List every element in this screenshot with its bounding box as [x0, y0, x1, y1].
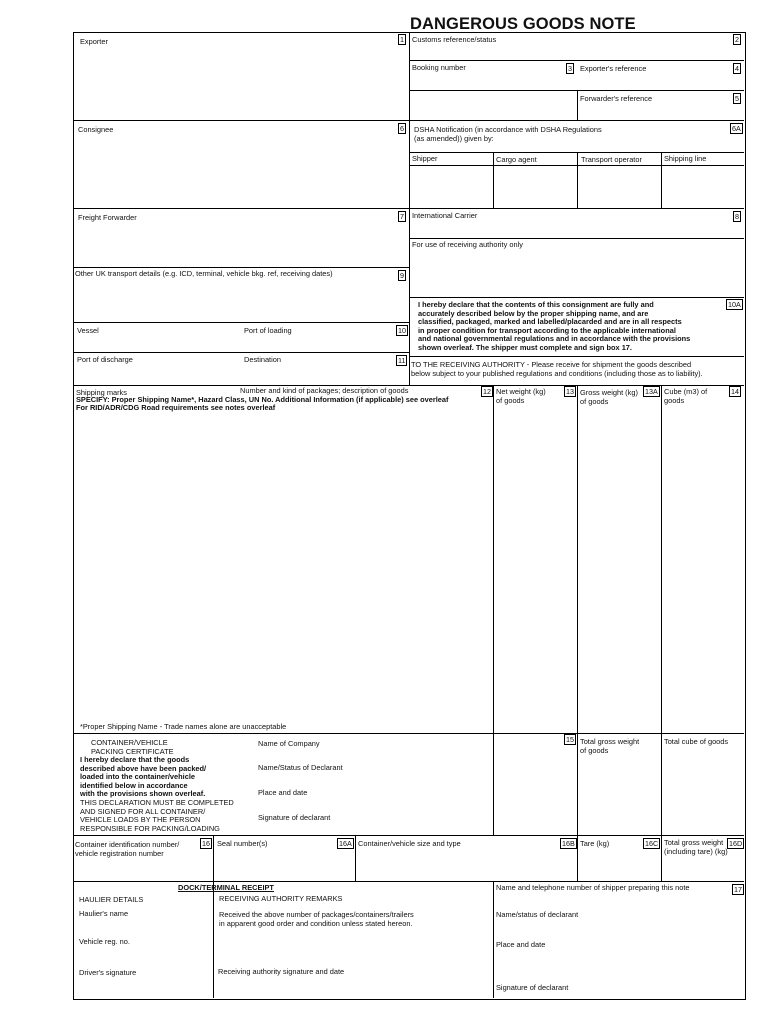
dock-terminal-receipt-heading: DOCK/TERMINAL RECEIPT [178, 883, 274, 892]
port-of-loading-label: Port of loading [244, 326, 292, 335]
destination-label: Destination [244, 355, 281, 364]
box-number-7: 7 [400, 212, 404, 221]
box-number-17: 17 [734, 885, 742, 894]
box-number-16c: 16C [645, 839, 659, 848]
container-declaration: I hereby declare that the goods described above have been packed/ loaded into the container/vehicle identified below in accordance with the provisions shown overleaf. [80, 755, 207, 799]
box-number-11: 11 [398, 356, 406, 365]
drivers-signature-label: Driver's signature [79, 968, 137, 977]
box-number-3: 3 [568, 64, 572, 73]
box-number-6: 6 [400, 124, 404, 133]
cube-label: Cube (m3) of goods [664, 387, 708, 405]
box-number-10: 10 [398, 326, 406, 335]
port-of-discharge-label: Port of discharge [77, 355, 133, 364]
international-carrier-label: International Carrier [412, 211, 478, 220]
shipper-name-phone-label: Name and telephone number of shipper preparing this note [496, 883, 690, 892]
total-cube-label: Total cube of goods [664, 737, 729, 746]
box-number-4: 4 [735, 64, 739, 73]
box-number-14: 14 [731, 387, 739, 396]
box-number-16a: 16A [339, 839, 352, 848]
box-number-1: 1 [400, 35, 404, 44]
shipping-marks-label: Shipping marks [76, 388, 127, 397]
receiving-authority-signature-label: Receiving authority signature and date [218, 967, 345, 976]
booking-number-label: Booking number [412, 63, 466, 72]
proper-shipping-name-note: *Proper Shipping Name - Trade names alone are unacceptable [80, 722, 287, 731]
freight-forwarder-label: Freight Forwarder [78, 213, 137, 222]
specify-instruction: SPECIFY: Proper Shipping Name*, Hazard Class, UN No. Additional Information (if applicable) see overleaf [76, 395, 449, 404]
cargo-agent-label: Cargo agent [496, 155, 537, 164]
box-number-10a: 10A [728, 300, 741, 309]
name-status-declarant-17-label: Name/status of declarant [496, 910, 579, 919]
customs-ref-label: Customs reference/status [412, 35, 497, 44]
receiving-remarks-heading: RECEIVING AUTHORITY REMARKS [219, 894, 343, 903]
container-id-label: Container identification number/ vehicle registration number [75, 840, 180, 858]
box-number-16b: 16B [562, 839, 575, 848]
declaration-10a: I hereby declare that the contents of this consignment are fully and accurately described below by the proper shipping name, and are classified, packaged, marked and labelled/placarded and are in all respects in proper condition for transport according to the applicable international and national governmental regulations and in accordance with the provisions shown overleaf. The shipper must complete and sign box 17. [418, 300, 691, 352]
forwarders-ref-label: Forwarder's reference [580, 94, 653, 103]
document-title: DANGEROUS GOODS NOTE [410, 15, 636, 33]
net-weight-label: Net weight (kg) of goods [496, 387, 546, 405]
total-gross-incl-tare-label: Total gross weight (including tare) (kg) [664, 838, 728, 856]
received-statement: Received the above number of packages/containers/trailers in apparent good order and condition unless stated hereon. [219, 910, 414, 928]
box-number-12: 12 [483, 387, 491, 396]
other-uk-transport-label: Other UK transport details (e.g. ICD, terminal, vehicle bkg. ref, receiving dates) [75, 269, 333, 278]
name-status-declarant-label: Name/Status of Declarant [258, 763, 343, 772]
to-receiving-authority: TO THE RECEIVING AUTHORITY - Please receive for shipment the goods described below subject to your published regulations and conditions (including those as to liability). [411, 360, 703, 378]
vessel-label: Vessel [77, 326, 99, 335]
vehicle-reg-label: Vehicle reg. no. [79, 937, 130, 946]
box-number-13a: 13A [645, 387, 658, 396]
tare-label: Tare (kg) [580, 839, 610, 848]
container-packing-certificate: CONTAINER/VEHICLE PACKING CERTIFICATE [91, 738, 174, 756]
shipping-line-label: Shipping line [664, 154, 707, 163]
box-number-15: 15 [566, 735, 574, 744]
gross-weight-label: Gross weight (kg) of goods [580, 388, 638, 406]
total-gross-weight-label: Total gross weight of goods [580, 737, 640, 755]
box-number-5: 5 [735, 94, 739, 103]
box-number-16: 16 [202, 839, 210, 848]
name-of-company-label: Name of Company [258, 739, 320, 748]
dsha-notification-label: DSHA Notification (in accordance with DSHA Regulations [414, 125, 602, 134]
haulier-details-heading: HAULIER DETAILS [79, 895, 144, 904]
place-and-date-label: Place and date [258, 788, 308, 797]
receiving-authority-use-label: For use of receiving authority only [412, 240, 523, 249]
transport-operator-label: Transport operator [581, 155, 642, 164]
rid-adr-note: For RID/ADR/CDG Road requirements see notes overleaf [76, 403, 276, 412]
container-declaration-requirement: THIS DECLARATION MUST BE COMPLETED AND SIGNED FOR ALL CONTAINER/ VEHICLE LOADS BY THE PERSON RESPONSIBLE FOR PACKING/LOADING [80, 798, 234, 833]
signature-of-declarant-label: Signature of declarant [258, 813, 331, 822]
box-number-13: 13 [566, 387, 574, 396]
box-number-16d: 16D [729, 839, 743, 848]
exporters-ref-label: Exporter's reference [580, 64, 647, 73]
consignee-label: Consignee [78, 125, 114, 134]
signature-declarant-17-label: Signature of declarant [496, 983, 569, 992]
hauliers-name-label: Haulier's name [79, 909, 129, 918]
box-number-8: 8 [735, 212, 739, 221]
exporter-label: Exporter [80, 37, 108, 46]
dsha-notification-label-2: (as amended)) given by: [414, 134, 494, 143]
box-number-2: 2 [735, 35, 739, 44]
box-number-9: 9 [400, 271, 404, 280]
shipper-label: Shipper [412, 154, 438, 163]
place-and-date-17-label: Place and date [496, 940, 546, 949]
box-number-6a: 6A [732, 124, 741, 133]
container-size-type-label: Container/vehicle size and type [358, 839, 461, 848]
seal-numbers-label: Seal number(s) [217, 839, 268, 848]
packages-description-label: Number and kind of packages; description of goods [240, 386, 409, 395]
